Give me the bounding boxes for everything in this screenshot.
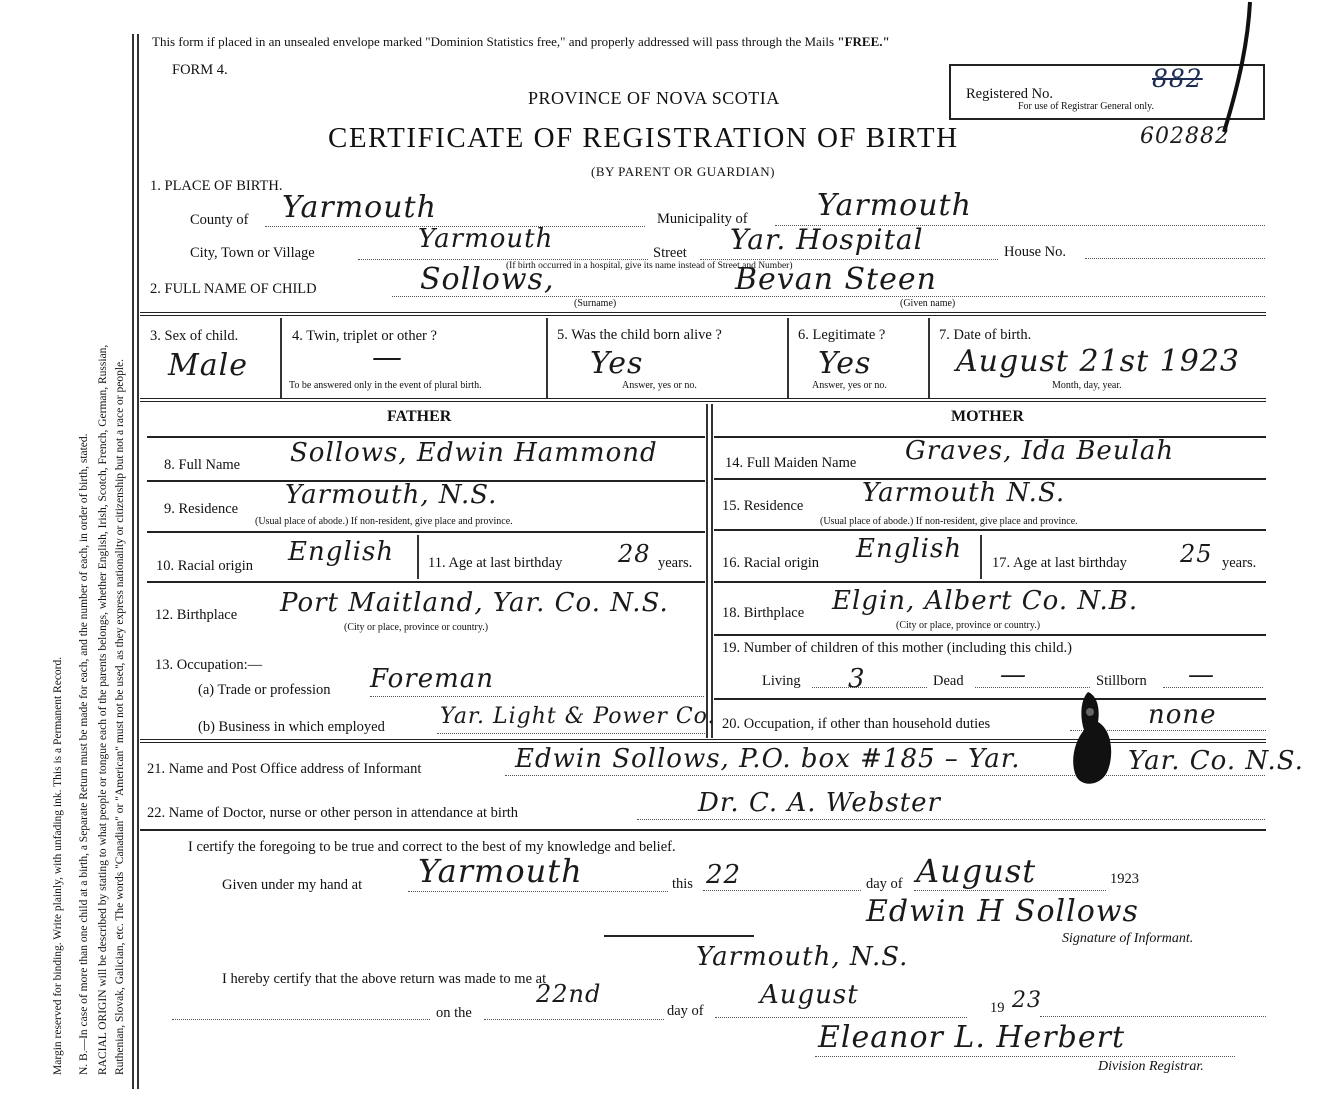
mother-age-unit: years. <box>1222 555 1257 571</box>
given-day-value: 22 <box>706 860 742 890</box>
certify-statement: I certify the foregoing to be true and correct to the best of my knowledge and belief. <box>188 839 676 855</box>
registered-note: For use of Registrar General only. <box>1018 101 1154 112</box>
father-residence-label: 9. Residence <box>164 501 239 517</box>
mother-residence-note: (Usual place of abode.) If non-resident, give place and province. <box>820 516 1078 527</box>
children-count-label: 19. Number of children of this mother (including this child.) <box>722 640 1072 656</box>
born-alive-note: Answer, yes or no. <box>622 380 697 391</box>
twin-value: — <box>372 340 403 375</box>
mother-birthplace-value: Elgin, Albert Co. N.B. <box>832 586 1139 616</box>
father-occupation-label: 13. Occupation:— <box>155 657 263 673</box>
pen-stroke-mark <box>1210 0 1260 140</box>
registrar-year-prefix: 19 <box>990 1000 1005 1016</box>
sex-label: 3. Sex of child. <box>150 328 239 344</box>
trade-value: Foreman <box>370 664 494 694</box>
mother-heading: MOTHER <box>951 408 1024 425</box>
child-surname-value: Sollows, <box>420 262 555 297</box>
county-value: Yarmouth <box>282 190 437 225</box>
mail-note: This form if placed in an unsealed envelope marked "Dominion Statistics free," and properly addressed will pass through the Mails "FREE." <box>152 34 890 49</box>
municipality-value: Yarmouth <box>817 188 972 223</box>
city-value: Yarmouth <box>418 224 554 254</box>
stillborn-label: Stillborn <box>1096 673 1147 689</box>
mother-name-value: Graves, Ida Beulah <box>905 436 1175 466</box>
registrar-day-of-label: day of <box>667 1003 704 1019</box>
house-number-label: House No. <box>1004 244 1067 260</box>
surname-note: (Surname) <box>574 298 617 309</box>
on-the-label: on the <box>436 1005 472 1021</box>
dob-value: August 21st 1923 <box>956 344 1241 379</box>
county-label: County of <box>190 212 249 228</box>
legitimate-note: Answer, yes or no. <box>812 380 887 391</box>
doctor-label: 22. Name of Doctor, nurse or other person in attendance at birth <box>147 805 519 821</box>
mother-residence-label: 15. Residence <box>722 498 804 514</box>
twin-note: To be answered only in the event of plural birth. <box>289 380 482 391</box>
informant-value-county: Yar. Co. N.S. <box>1128 746 1304 776</box>
father-age-value: 28 <box>618 540 651 568</box>
mother-racial-label: 16. Racial origin <box>722 555 820 571</box>
father-age-label: 11. Age at last birthday <box>428 555 563 571</box>
living-label: Living <box>762 673 801 689</box>
father-age-unit: years. <box>658 555 693 571</box>
father-residence-note: (Usual place of abode.) If non-resident, give place and province. <box>255 516 513 527</box>
mother-age-value: 25 <box>1180 540 1213 568</box>
legitimate-label: 6. Legitimate ? <box>798 327 886 343</box>
dead-value: — <box>1000 660 1027 690</box>
registrar-month-value: August <box>760 980 859 1010</box>
registered-label: Registered No. <box>966 86 1053 102</box>
street-value: Yar. Hospital <box>730 223 924 256</box>
ink-blot <box>1068 690 1116 790</box>
born-alive-label: 5. Was the child born alive ? <box>557 327 722 343</box>
margin-border <box>132 34 134 1089</box>
father-racial-label: 10. Racial origin <box>156 558 254 574</box>
informant-signature: Edwin H Sollows <box>866 894 1139 929</box>
margin-note-nationality: Ruthenian, Slovak, Galician, etc. The words "Canadian" or "American" must not be used, as they express nationality or citizenship but not a race or people. <box>114 358 126 1075</box>
mother-occupation-value: none <box>1148 700 1217 730</box>
twin-label: 4. Twin, triplet or other ? <box>292 328 437 344</box>
given-place-value: Yarmouth <box>418 852 583 890</box>
father-heading: FATHER <box>387 408 452 425</box>
doctor-value: Dr. C. A. Webster <box>698 788 941 818</box>
dob-note: Month, day, year. <box>1052 380 1122 391</box>
father-name-label: 8. Full Name <box>164 457 241 473</box>
margin-note-racial-origin: RACIAL ORIGIN will be described by stating to what people or tongue each of the parents belongs, whether English, Irish, Scotch, French, German, Russian, <box>97 344 109 1075</box>
legitimate-value: Yes <box>818 346 872 381</box>
informant-signature-label: Signature of Informant. <box>1062 931 1194 946</box>
mother-racial-value: English <box>856 534 963 564</box>
father-birthplace-label: 12. Birthplace <box>155 607 238 623</box>
trade-label: (a) Trade or profession <box>198 682 331 698</box>
dob-label: 7. Date of birth. <box>939 327 1032 343</box>
registrar-year-suffix: 23 <box>1012 988 1042 1013</box>
business-label: (b) Business in which employed <box>198 719 385 735</box>
child-name-label: 2. FULL NAME OF CHILD <box>150 281 317 297</box>
certificate-subtitle: (BY PARENT OR GUARDIAN) <box>591 164 776 179</box>
city-label: City, Town or Village <box>190 245 315 261</box>
registrar-day-value: 22nd <box>536 980 602 1008</box>
certificate-title: CERTIFICATE OF REGISTRATION OF BIRTH <box>328 122 959 154</box>
place-of-birth-label: 1. PLACE OF BIRTH. <box>150 178 283 194</box>
margin-note-binding: Margin reserved for binding. Write plainly, with unfading ink. This is a Permanent Record. <box>52 656 64 1075</box>
mother-birthplace-note: (City or place, province or country.) <box>896 620 1041 631</box>
given-month-value: August <box>916 852 1037 890</box>
mother-occupation-label: 20. Occupation, if other than household duties <box>722 716 991 732</box>
born-alive-value: Yes <box>590 346 644 381</box>
mother-residence-value: Yarmouth N.S. <box>862 478 1066 508</box>
father-birthplace-note: (City or place, province or country.) <box>344 622 489 633</box>
given-name-note: (Given name) <box>900 298 956 309</box>
informant-value: Edwin Sollows, P.O. box #185 – Yar. <box>515 744 1021 774</box>
father-racial-value: English <box>288 537 395 567</box>
father-birthplace-value: Port Maitland, Yar. Co. N.S. <box>280 588 669 618</box>
file-number: 602882 <box>1140 124 1230 149</box>
street-label: Street <box>653 245 687 261</box>
given-under-label: Given under my hand at <box>222 877 363 893</box>
sex-value: Male <box>168 348 248 383</box>
margin-note-separate-return: N. B.—In case of more than one child at a birth, a Separate Return must be made for each, and the number of each, in order of birth, stated. <box>78 433 90 1075</box>
margin-border-inner <box>137 34 139 1089</box>
mother-age-label: 17. Age at last birthday <box>992 555 1127 571</box>
dead-label: Dead <box>933 673 964 689</box>
informant-label: 21. Name and Post Office address of Informant <box>147 761 422 777</box>
living-value: 3 <box>848 664 866 694</box>
registrar-signature: Eleanor L. Herbert <box>818 1020 1125 1055</box>
father-residence-value: Yarmouth, N.S. <box>285 480 498 510</box>
given-day-of-label: day of <box>866 876 903 892</box>
province-heading: PROVINCE OF NOVA SCOTIA <box>528 88 780 108</box>
registrar-signature-label: Division Registrar. <box>1098 1059 1204 1074</box>
form-number: FORM 4. <box>172 62 228 78</box>
municipality-label: Municipality of <box>657 211 748 227</box>
mother-birthplace-label: 18. Birthplace <box>722 605 805 621</box>
father-name-value: Sollows, Edwin Hammond <box>290 438 658 468</box>
registrar-statement: I hereby certify that the above return was made to me at <box>222 971 547 987</box>
registrar-place-value: Yarmouth, N.S. <box>696 942 909 972</box>
business-value: Yar. Light & Power Co. <box>440 704 716 729</box>
registered-value: 882 <box>1152 64 1203 93</box>
child-given-value: Bevan Steen <box>735 262 937 297</box>
mother-name-label: 14. Full Maiden Name <box>725 455 857 471</box>
this-label: this <box>672 876 693 892</box>
stillborn-value: — <box>1188 660 1215 690</box>
hospital-note: (If birth occurred in a hospital, give its name instead of Street and Number) <box>506 261 793 271</box>
given-year-value: 1923 <box>1110 871 1139 887</box>
